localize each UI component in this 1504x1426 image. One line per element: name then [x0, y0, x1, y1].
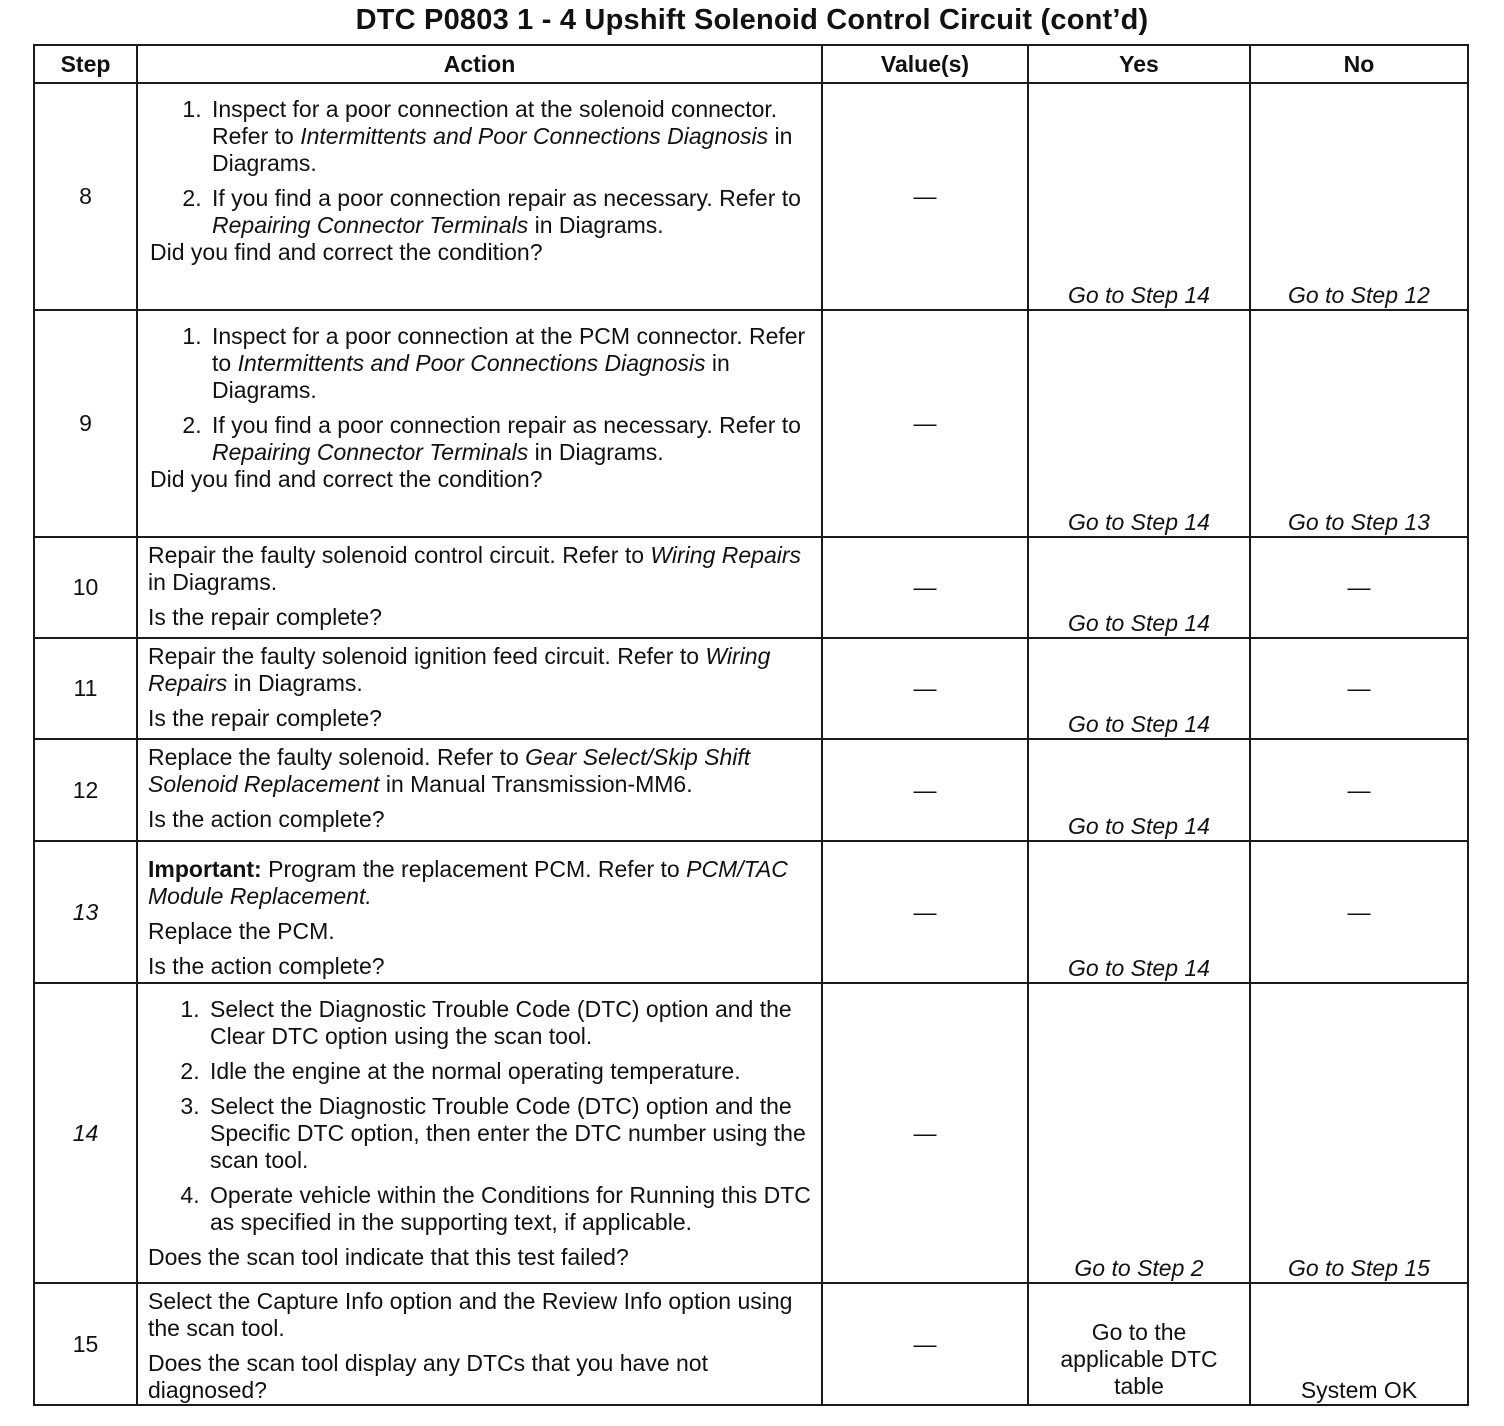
page-title: DTC P0803 1 - 4 Upshift Solenoid Control Circuit (cont’d): [355, 4, 1149, 36]
question: Does the scan tool indicate that this test failed?: [148, 1244, 629, 1270]
table-row: [34, 310, 1468, 537]
yes-cell: Go to Step 2: [1028, 983, 1250, 1283]
value-cell: —: [822, 983, 1028, 1283]
question: Does the scan tool display any DTCs that you have not diagnosed?: [148, 1350, 708, 1403]
action-text: Replace the faulty solenoid. Refer to Gear Select/Skip Shift Solenoid Replacement in Manual Transmission-MM6.: [148, 744, 751, 797]
step-number: 10: [34, 537, 137, 638]
table-row: [34, 1283, 1468, 1405]
yes-cell: Go to Step 14: [1028, 537, 1250, 638]
table-row: [34, 638, 1468, 739]
list-item: 2. Idle the engine at the normal operating temperature.: [206, 1058, 811, 1085]
question: Is the action complete?: [148, 806, 385, 832]
step-number: 15: [34, 1283, 137, 1405]
action-list: [148, 996, 811, 1236]
no-cell: Go to Step 12: [1250, 83, 1468, 310]
important-label: Important:: [148, 856, 262, 882]
value-cell: —: [822, 310, 1028, 537]
step-number: 8: [34, 83, 137, 310]
action-list: [150, 96, 811, 239]
table-row: [34, 537, 1468, 638]
table-row: [34, 983, 1468, 1283]
step-number: 14: [34, 983, 137, 1283]
question: Is the repair complete?: [148, 705, 382, 731]
question: Is the action complete?: [148, 953, 385, 979]
action-cell: [137, 83, 822, 310]
no-cell: —: [1250, 638, 1468, 739]
action-cell: [137, 841, 822, 983]
yes-cell: Go to the applicable DTC table: [1028, 1283, 1250, 1405]
header-no: No: [1250, 45, 1468, 83]
question: Is the repair complete?: [148, 604, 382, 630]
yes-cell: Go to Step 14: [1028, 310, 1250, 537]
value-cell: —: [822, 537, 1028, 638]
yes-cell: Go to Step 14: [1028, 739, 1250, 841]
no-cell: —: [1250, 841, 1468, 983]
yes-cell: Go to Step 14: [1028, 841, 1250, 983]
action-cell: [137, 739, 822, 841]
action-text: Repair the faulty solenoid ignition feed circuit. Refer to Wiring Repairs in Diagrams.: [148, 643, 771, 696]
step-number: 13: [34, 841, 137, 983]
table-row: [34, 83, 1468, 310]
dtc-table: [33, 44, 1469, 1406]
header-yes: Yes: [1028, 45, 1250, 83]
list-item: 2. If you find a poor connection repair as necessary. Refer to Repairing Connector Terminals in Diagrams.: [208, 412, 811, 466]
list-item: 1. Inspect for a poor connection at the solenoid connector. Refer to Intermittents and Poor Connections Diagnosis in Diagrams.: [208, 96, 811, 177]
yes-cell: Go to Step 14: [1028, 83, 1250, 310]
list-item: 3. Select the Diagnostic Trouble Code (DTC) option and the Specific DTC option, then enter the DTC number using the scan tool.: [206, 1093, 811, 1174]
header-value: Value(s): [822, 45, 1028, 83]
header-row: [34, 45, 1468, 83]
no-cell: System OK: [1250, 1283, 1468, 1405]
no-cell: Go to Step 13: [1250, 310, 1468, 537]
step-number: 12: [34, 739, 137, 841]
value-cell: —: [822, 1283, 1028, 1405]
value-cell: —: [822, 739, 1028, 841]
value-cell: —: [822, 638, 1028, 739]
list-item: 4. Operate vehicle within the Conditions for Running this DTC as specified in the supporting text, if applicable.: [206, 1182, 811, 1236]
action-list: [150, 323, 811, 466]
action-text: Repair the faulty solenoid control circuit. Refer to Wiring Repairs in Diagrams.: [148, 542, 802, 595]
action-cell: [137, 1283, 822, 1405]
question: Did you find and correct the condition?: [150, 466, 543, 492]
action-cell: [137, 983, 822, 1283]
no-cell: —: [1250, 537, 1468, 638]
action-cell: [137, 537, 822, 638]
action-text: Select the Capture Info option and the Review Info option using the scan tool.: [148, 1288, 793, 1341]
action-line: Replace the PCM.: [148, 918, 335, 944]
action-cell: [137, 310, 822, 537]
step-number: 11: [34, 638, 137, 739]
yes-cell: Go to Step 14: [1028, 638, 1250, 739]
no-cell: Go to Step 15: [1250, 983, 1468, 1283]
table-row: [34, 739, 1468, 841]
list-item: 1. Inspect for a poor connection at the PCM connector. Refer to Intermittents and Poor Connections Diagnosis in Diagrams.: [208, 323, 811, 404]
table-row: [34, 841, 1468, 983]
header-action: Action: [137, 45, 822, 83]
list-item: 2. If you find a poor connection repair as necessary. Refer to Repairing Connector Terminals in Diagrams.: [208, 185, 811, 239]
header-step: Step: [34, 45, 137, 83]
step-number: 9: [34, 310, 137, 537]
value-cell: —: [822, 841, 1028, 983]
value-cell: —: [822, 83, 1028, 310]
question: Did you find and correct the condition?: [150, 239, 543, 265]
list-item: 1. Select the Diagnostic Trouble Code (DTC) option and the Clear DTC option using the scan tool.: [206, 996, 811, 1050]
action-text: Important: Program the replacement PCM. Refer to PCM/TAC Module Replacement.: [148, 856, 788, 909]
no-cell: —: [1250, 739, 1468, 841]
action-cell: [137, 638, 822, 739]
